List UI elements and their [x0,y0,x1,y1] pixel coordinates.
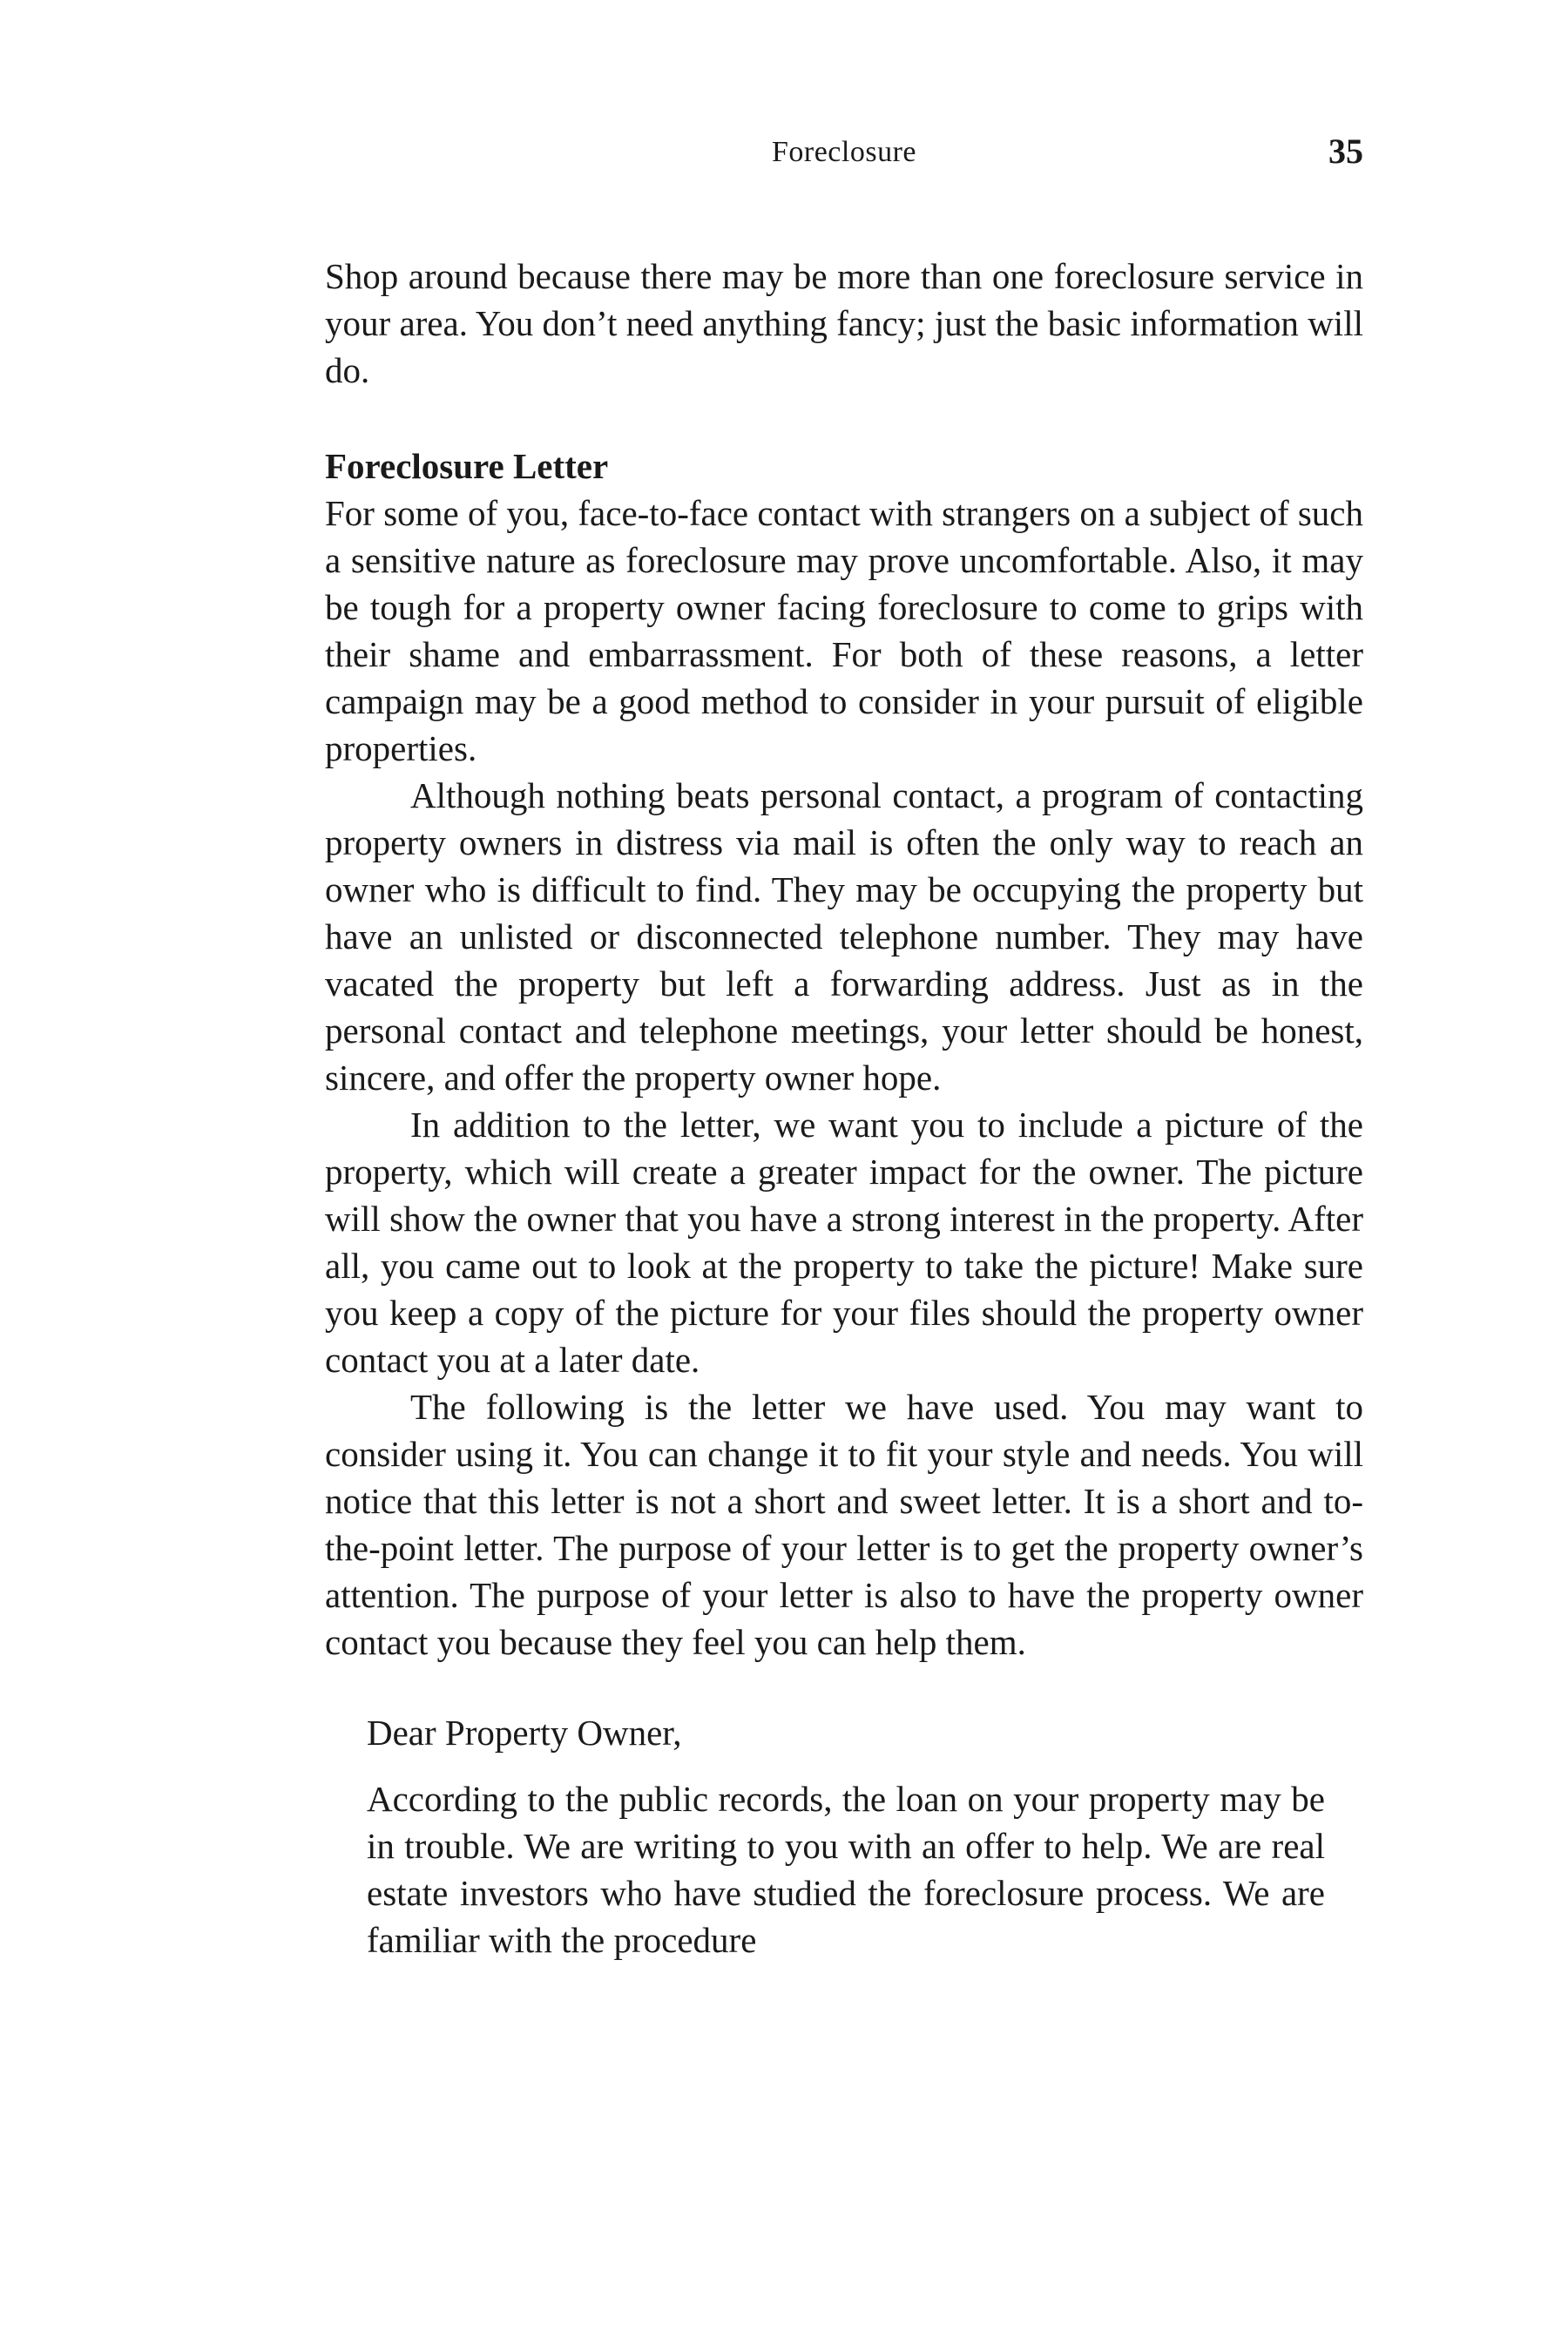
running-header [325,131,1363,174]
paragraph-4: The following is the letter we have used. You may want to consider using it. You can change it to fit your style and needs. You will notice that this letter is not a short and sweet letter. It is a short and to-the-point letter. The purpose of your letter is to get the property owner’s attention. The purpose of your letter is also to have the property owner contact you because they feel you can help them. [325,1387,1363,1662]
section-heading: Foreclosure Letter [325,446,609,486]
sample-letter [367,1709,1325,1963]
body-text [325,253,1363,1963]
letter-body: According to the public records, the loan on your property may be in trouble. We are writing to you with an offer to help. We are real estate investors who have studied the foreclosure process. We are familiar with the procedure [367,1779,1325,1960]
paragraph-1: For some of you, face-to-face contact with strangers on a subject of such a sensitive nature as foreclosure may prove uncomfortable. Also, it may be tough for a property owner facing foreclosure to come to grips with their shame and embarrassment. For both of these reasons, a letter campaign may be a good method to consider in your pursuit of eligible properties. [325,493,1364,768]
running-title: Foreclosure [771,136,916,168]
paragraph-2: Although nothing beats personal contact, a program of contacting property owners in distress via mail is often the only way to reach an owner who is difficult to find. They may be occupying the property but have an unlisted or disconnected telephone number. They may have vacated the property but left a forwarding address. Just as in the personal contact and telephone meetings, your letter should be honest, sincere, and offer the property owner hope. [325,775,1363,1098]
paragraph-3: In addition to the letter, we want you to include a picture of the property, which will create a greater impact for the owner. The picture will show the owner that you have a strong interest in the property. After all, you came out to look at the property to take the picture! Make sure you keep a copy of the picture for your files should the property owner contact you at a later date. [325,1105,1363,1380]
letter-salutation: Dear Property Owner, [367,1713,682,1753]
intro-paragraph: Shop around because there may be more than one foreclosure service in your area. You don’t need anything fancy; just the basic information will do. [325,256,1363,390]
page-number: 35 [1328,132,1363,171]
